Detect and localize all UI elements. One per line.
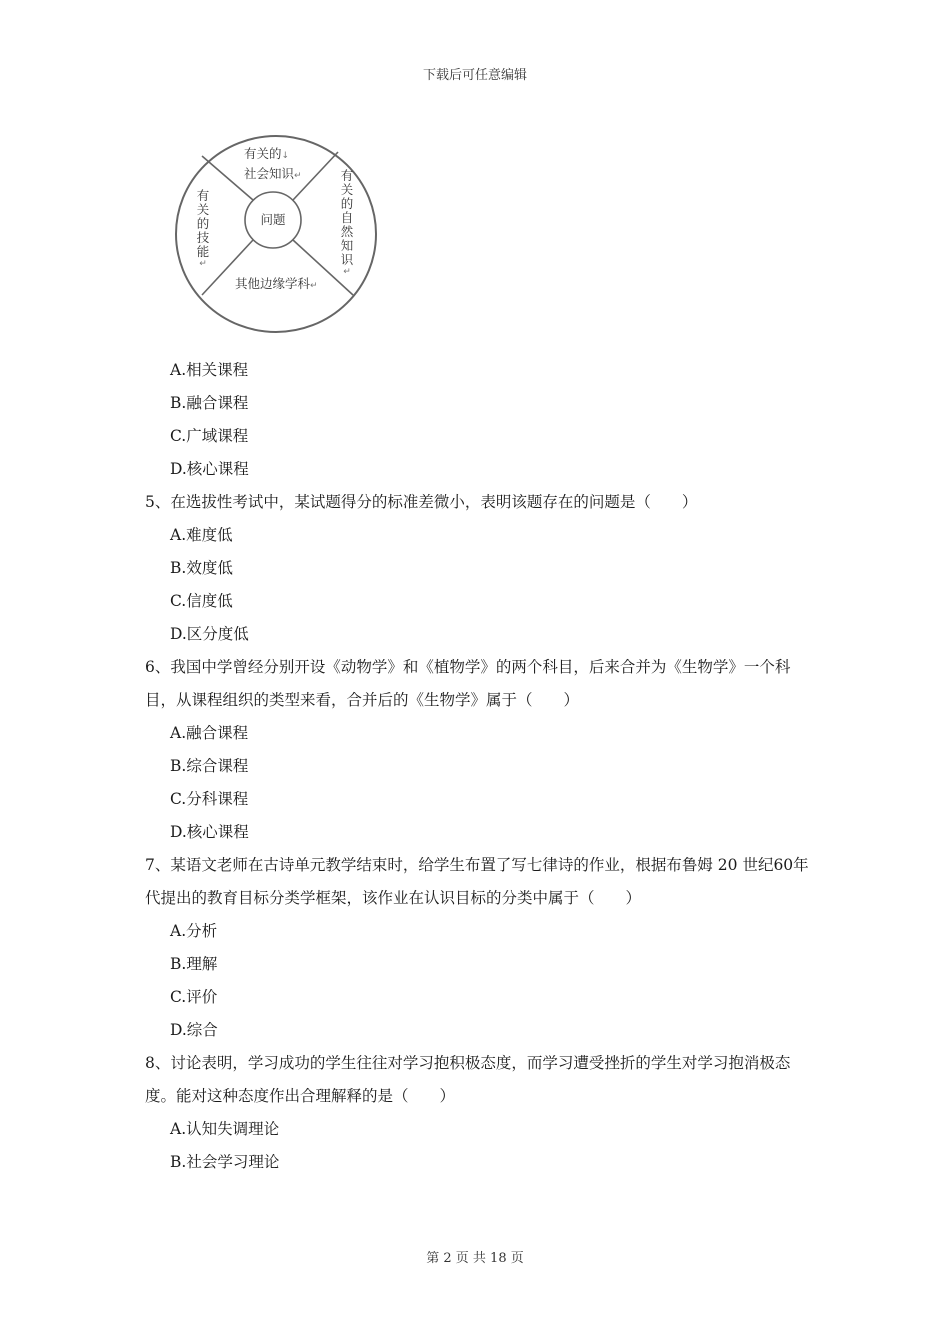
q6-option-d: D.核心课程 — [170, 823, 249, 841]
q7-stem: 7、某语文老师在古诗单元教学结束时，给学生布置了写七律诗的作业，根据布鲁姆 20 世纪60年代提出的教育目标分类学框架，该作业在认识目标的分类中属于（ ） — [145, 856, 809, 907]
svg-text:关: 关 — [196, 202, 210, 217]
svg-text:自: 自 — [340, 210, 354, 225]
q6-stem: 6、我国中学曾经分别开设《动物学》和《植物学》的两个科目，后来合并为《生物学》一个科目，从课程组织的类型来看，合并后的《生物学》属于（ ） — [145, 658, 791, 709]
q8-option-b: B.社会学习理论 — [170, 1153, 280, 1171]
svg-text:的: 的 — [340, 196, 354, 211]
top-label-line1: 有关的↓ — [244, 146, 290, 161]
svg-text:然: 然 — [340, 224, 354, 239]
top-label-line2: 社会知识↵ — [244, 166, 302, 181]
q7-option-b: B.理解 — [170, 955, 218, 973]
svg-text:↵: ↵ — [199, 259, 207, 269]
svg-text:能: 能 — [196, 244, 210, 259]
svg-text:有: 有 — [340, 168, 354, 183]
q5-stem: 5、在选拔性考试中，某试题得分的标准差微小，表明该题存在的问题是（ ） — [145, 493, 698, 511]
diagram-svg — [172, 130, 382, 338]
q8-stem: 8、讨论表明，学习成功的学生往往对学习抱积极态度，而学习遭受挫折的学生对学习抱消极态度。能对这种态度作出合理解释的是（ ） — [145, 1054, 791, 1105]
q7-option-d: D.综合 — [170, 1021, 218, 1039]
q6-option-a: A.融合课程 — [170, 724, 249, 742]
page-footer: 第 2 页 共 18 页 — [426, 1251, 524, 1266]
svg-text:的: 的 — [196, 216, 210, 231]
q6-option-b: B.综合课程 — [170, 757, 249, 775]
q4-option-c: C.广域课程 — [170, 427, 249, 445]
q5-option-b: B.效度低 — [170, 559, 233, 577]
svg-text:知: 知 — [340, 238, 354, 253]
q5-option-d: D.区分度低 — [170, 625, 249, 643]
q5-option-a: A.难度低 — [170, 526, 233, 544]
question-content — [145, 354, 810, 1179]
q5-option-c: C.信度低 — [170, 592, 233, 610]
q4-option-b: B.融合课程 — [170, 394, 249, 412]
q7-option-a: A.分析 — [170, 922, 218, 940]
page-header: 下载后可任意编辑 — [422, 68, 527, 83]
center-label: 问题 — [260, 212, 286, 227]
bottom-label: 其他边缘学科↵ — [235, 276, 318, 291]
right-label — [341, 168, 354, 277]
svg-text:技: 技 — [196, 230, 210, 245]
svg-text:↵: ↵ — [343, 267, 351, 277]
q6-option-c: C.分科课程 — [170, 790, 249, 808]
course-structure-diagram — [172, 130, 382, 338]
q8-option-a: A.认知失调理论 — [170, 1120, 280, 1138]
svg-text:识: 识 — [340, 252, 354, 267]
q4-option-a: A.相关课程 — [170, 361, 249, 379]
q7-option-c: C.评价 — [170, 988, 218, 1006]
svg-text:关: 关 — [340, 182, 354, 197]
svg-text:有: 有 — [196, 188, 210, 203]
q4-option-d: D.核心课程 — [170, 460, 249, 478]
left-label — [197, 188, 210, 269]
